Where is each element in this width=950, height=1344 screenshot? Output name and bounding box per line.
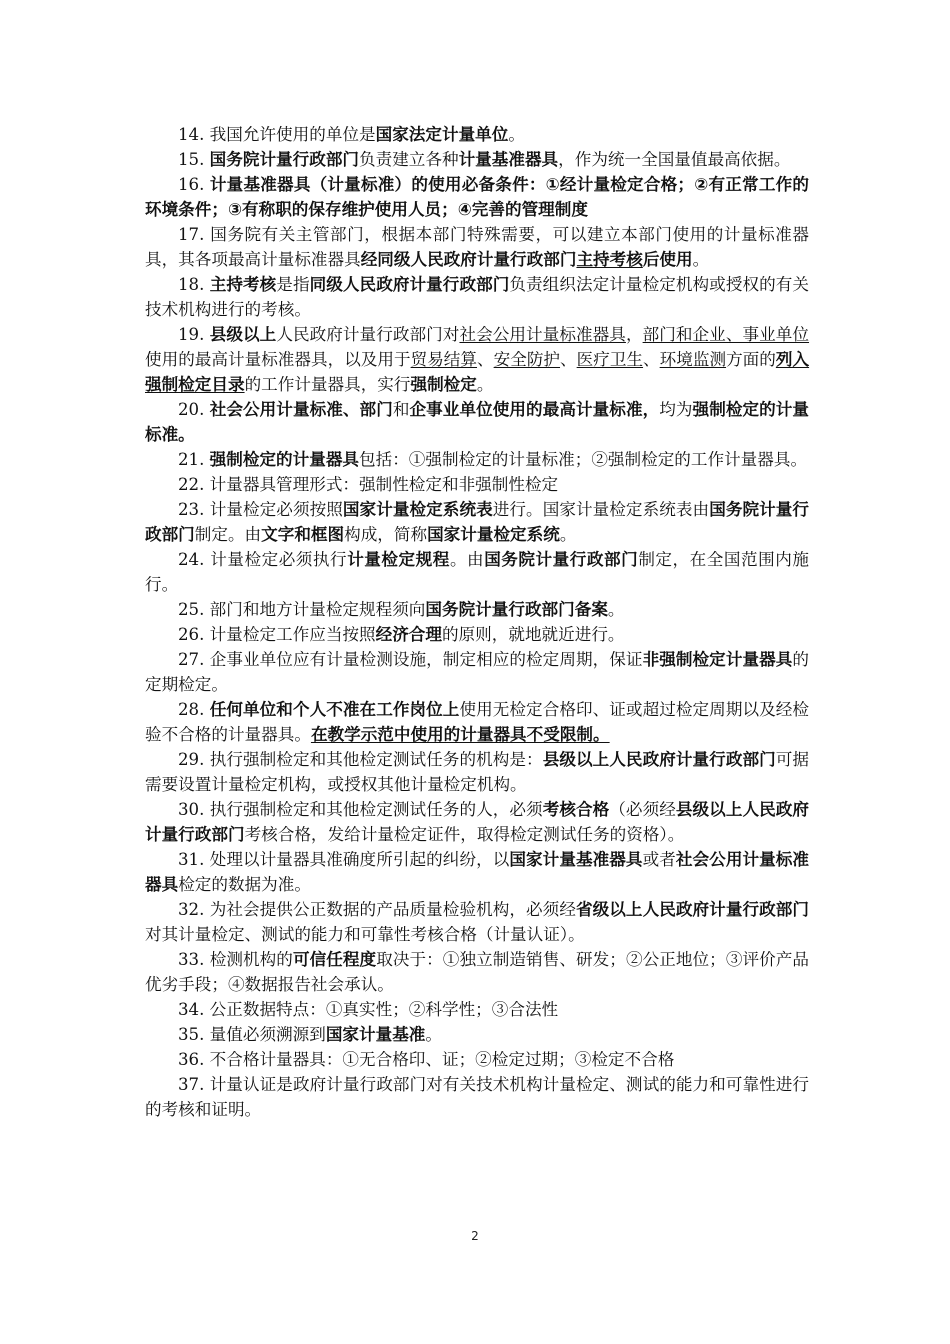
list-item xyxy=(145,1022,809,1047)
text-run: 考核合格，发给计量检定证件，取得检定测试任务的资格）。 xyxy=(244,825,685,844)
text-run: ，作为统一全国量值最高依据。 xyxy=(558,150,791,169)
emphasized-text: 国务院计量行政部门 xyxy=(145,500,810,544)
text-run: 。 xyxy=(476,375,494,394)
text-run: 进行。国家计量检定系统表由 xyxy=(492,500,710,519)
emphasized-text: 国家计量基准器具 xyxy=(509,850,643,869)
emphasized-text: 计量检定规程 xyxy=(347,550,450,569)
emphasized-text: 县级以上人民政府计量行政部门 xyxy=(542,750,776,769)
text-run: 对其计量检定、测试的能力和可靠性考核合格（计量认证）。 xyxy=(145,925,585,944)
page-number: 2 xyxy=(471,1229,479,1243)
list-item xyxy=(145,172,809,222)
text-run: 人民政府计量行政部门对 xyxy=(276,325,460,344)
text-run: 。 xyxy=(425,1025,442,1044)
list-item xyxy=(145,447,809,472)
text-run: 30. 执行强制检定和其他检定测试任务的人，必须 xyxy=(178,800,543,819)
list-item xyxy=(145,697,809,747)
text-run: 取决于：①独立制造销售、研发；②公正地位；③评价产品优劣手段；④数据报告社会承认。 xyxy=(145,950,810,994)
text-run: 。 xyxy=(607,600,625,619)
emphasized-text: 国家计量检定系统表 xyxy=(342,500,493,519)
text-run: 16. xyxy=(178,175,210,194)
text-run: 14. 我国允许使用的单位是 xyxy=(178,125,376,144)
emphasized-text: 强制检定的计量标准。 xyxy=(145,400,810,444)
text-run: 可据需要设置计量检定机构，或授权其他计量检定机构。 xyxy=(145,750,810,794)
emphasized-text: 国务院计量行政部门 xyxy=(209,150,360,169)
emphasized-text: 社会公用计量标准器具 xyxy=(145,850,810,894)
text-run: 34. 公正数据特点：①真实性；②科学性；③合法性 xyxy=(178,1000,559,1019)
text-run: 19. xyxy=(178,325,210,344)
text-run: 35. 量值必须溯源到 xyxy=(178,1025,326,1044)
text-run: 的工作计量器具，实行 xyxy=(244,375,411,394)
text-run: 检定的数据为准。 xyxy=(178,875,311,894)
text-run: 构成，简称 xyxy=(344,525,428,544)
text-run: 21. xyxy=(178,450,210,469)
emphasized-text: 计量基准器具（计量标准）的使用必备条件：①经计量检定合格；②有正常工作的环境条件；③有称职的保存维护使用人员；④完善的管理制度 xyxy=(145,175,809,219)
text-run: 28. xyxy=(178,700,210,719)
text-run: 和 xyxy=(392,400,410,419)
emphasized-text: 社会公用计量标准器具 xyxy=(459,325,626,344)
text-run: 的原则，就地就近进行。 xyxy=(441,625,625,644)
emphasized-text: 文字和框图 xyxy=(261,525,345,544)
list-item xyxy=(145,147,809,172)
text-run: 37. 计量认证是政府计量行政部门对有关技术机构计量检定、测试的能力和可靠性进行的考核和证明。 xyxy=(145,1075,809,1119)
text-run: 是指 xyxy=(276,275,310,294)
list-item xyxy=(145,547,809,597)
emphasized-text: 企事业单位使用的最高计量标准， xyxy=(409,400,660,419)
list-item xyxy=(145,472,809,497)
list-item xyxy=(145,897,809,947)
text-run: 20. xyxy=(178,400,210,419)
list-item xyxy=(145,1072,809,1122)
text-run: 22. 计量器具管理形式：强制性检定和非强制性检定 xyxy=(178,475,559,494)
list-item xyxy=(145,797,809,847)
text-run: 负责组织法定计量检定机构或授权的有关技术机构进行的考核。 xyxy=(145,275,809,319)
list-item xyxy=(145,747,809,797)
text-run: 、 xyxy=(643,350,660,369)
text-run: 15. xyxy=(178,150,210,169)
text-run: 或者 xyxy=(642,850,676,869)
emphasized-text: 部门和企业、事业单位 xyxy=(642,325,810,344)
text-run: 。 xyxy=(692,250,710,269)
emphasized-text: 国家法定计量单位 xyxy=(375,125,509,144)
list-item xyxy=(145,1047,809,1072)
text-run: 26. 计量检定工作应当按照 xyxy=(178,625,376,644)
text-run: 制定，在全国范围内施行。 xyxy=(145,550,810,594)
list-item xyxy=(145,397,809,447)
emphasized-text: 任何单位和个人不准在工作岗位上 xyxy=(209,700,460,719)
emphasized-text: 县级以上 xyxy=(209,325,277,344)
list-item xyxy=(145,847,809,897)
emphasized-text: 非强制检定计量器具 xyxy=(642,650,793,669)
text-run: 制定。由 xyxy=(194,525,262,544)
list-item xyxy=(145,497,809,547)
emphasized-text: 国务院计量行政部门备案 xyxy=(425,600,608,619)
text-run: 29. 执行强制检定和其他检定测试任务的机构是： xyxy=(178,750,543,769)
emphasized-text: 强制检定的计量器具 xyxy=(209,450,360,469)
text-run: 包括：①强制检定的计量标准；②强制检定的工作计量器具。 xyxy=(359,450,808,469)
text-run: 18. xyxy=(178,275,210,294)
document-body xyxy=(145,122,809,1122)
list-item xyxy=(145,597,809,622)
text-run: 32. 为社会提供公正数据的产品质量检验机构，必须经 xyxy=(178,900,576,919)
list-item xyxy=(145,222,809,272)
text-run: 使用的最高计量标准器具，以及用于 xyxy=(145,350,411,369)
emphasized-text: 同级人民政府计量行政部门 xyxy=(309,275,510,294)
list-item xyxy=(145,947,809,997)
emphasized-text: 国家计量检定系统 xyxy=(427,525,560,544)
emphasized-text: 贸易结算 xyxy=(410,350,478,369)
emphasized-text: 在教学示范中使用的计量器具不受限制。 xyxy=(310,725,610,744)
text-run: 负责建立各种 xyxy=(359,150,459,169)
list-item xyxy=(145,122,809,147)
text-run: ， xyxy=(625,325,643,344)
list-item xyxy=(145,997,809,1022)
emphasized-text: 国务院计量行政部门 xyxy=(484,550,639,569)
emphasized-text: 可信任程度 xyxy=(292,950,377,969)
list-item xyxy=(145,322,809,397)
text-run: 。由 xyxy=(449,550,485,569)
list-item xyxy=(145,272,809,322)
emphasized-text: 安全防护 xyxy=(493,350,561,369)
text-run: 方面的 xyxy=(726,350,776,369)
text-run: 的定期检定。 xyxy=(145,650,810,694)
text-run: 24. 计量检定必须执行 xyxy=(178,550,348,569)
emphasized-text: 省级以上人民政府计量行政部门 xyxy=(575,900,810,919)
text-run: 。 xyxy=(559,525,577,544)
emphasized-text: 后使用 xyxy=(642,250,693,269)
emphasized-text: 经济合理 xyxy=(375,625,442,644)
text-run: 均为 xyxy=(659,400,693,419)
emphasized-text: 环境监测 xyxy=(659,350,727,369)
emphasized-text: 医疗卫生 xyxy=(576,350,644,369)
text-run: 27. 企事业单位应有计量检测设施，制定相应的检定周期，保证 xyxy=(178,650,643,669)
list-item xyxy=(145,622,809,647)
list-item xyxy=(145,647,809,697)
text-run: 23. 计量检定必须按照 xyxy=(178,500,343,519)
text-run: 25. 部门和地方计量检定规程须向 xyxy=(178,600,426,619)
text-run: 17. 国务院有关主管部门，根据本部门特殊需要，可以建立本部门使用的计量标准器具，其各项最高计量标准器具 xyxy=(145,225,809,269)
text-run: 。 xyxy=(508,125,525,144)
emphasized-text: 考核合格 xyxy=(542,800,610,819)
text-run: 36. 不合格计量器具：①无合格印、证；②检定过期；③检定不合格 xyxy=(178,1050,675,1069)
text-run: 31. 处理以计量器具准确度所引起的纠纷，以 xyxy=(178,850,510,869)
emphasized-text: 主持考核 xyxy=(209,275,277,294)
emphasized-text: 计量基准器具 xyxy=(458,150,559,169)
text-run: 使用无检定合格印、证或超过检定周期以及经检验不合格的计量器具。 xyxy=(145,700,810,744)
emphasized-text: 社会公用计量标准、部门 xyxy=(209,400,393,419)
text-run: 、 xyxy=(560,350,577,369)
emphasized-text: 强制检定 xyxy=(410,375,477,394)
emphasized-text: 经同级人民政府计量行政部门 xyxy=(360,250,577,269)
emphasized-text: 县级以上人民政府计量行政部门 xyxy=(145,800,810,844)
text-run: 、 xyxy=(477,350,494,369)
emphasized-text: 列入强制检定目录 xyxy=(145,350,810,394)
text-run: （必须经 xyxy=(609,800,676,819)
emphasized-text: 主持考核 xyxy=(576,250,643,269)
emphasized-text: 国家计量基准 xyxy=(325,1025,426,1044)
text-run: 33. 检测机构的 xyxy=(178,950,293,969)
